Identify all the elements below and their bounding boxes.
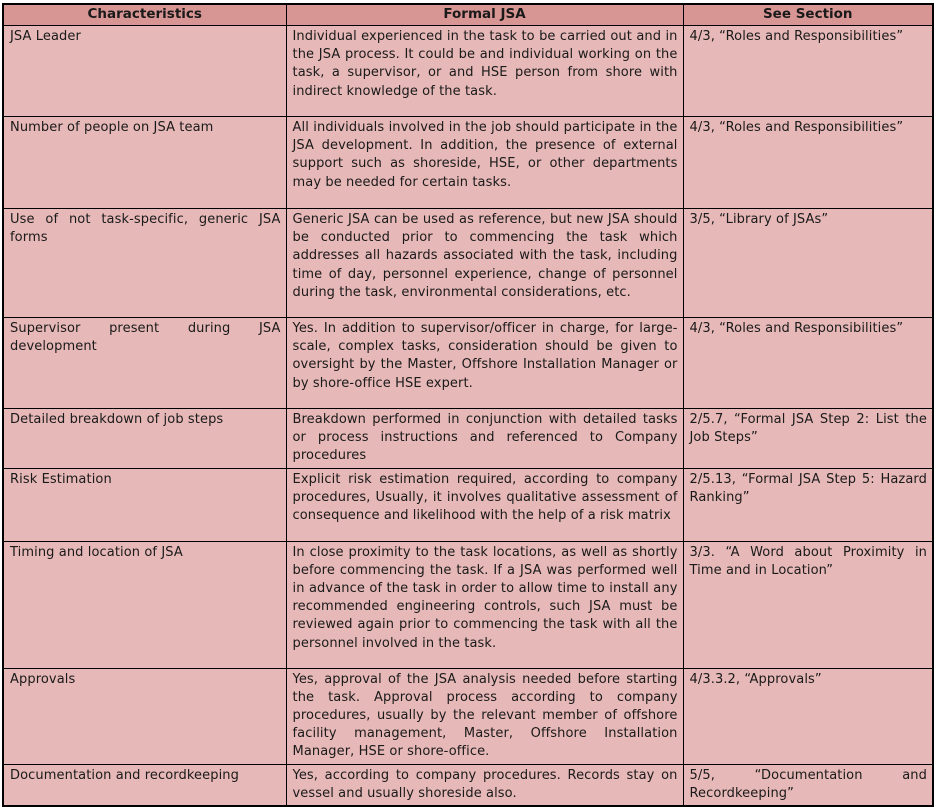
see-section-cell: 2/5.13, “Formal JSA Step 5: Hazard Ranking” xyxy=(683,468,933,541)
characteristic-cell: Supervisor present during JSA development xyxy=(3,318,286,409)
characteristic-cell: Number of people on JSA team xyxy=(3,117,286,209)
table-row xyxy=(3,668,933,764)
formal-jsa-cell: Breakdown performed in conjunction with detailed tasks or process instructions and referenced to Company procedures xyxy=(286,409,683,469)
jsa-comparison-table xyxy=(2,3,934,807)
table-body xyxy=(3,26,933,807)
column-header-see-section: See Section xyxy=(683,4,933,26)
column-header-formal-jsa: Formal JSA xyxy=(286,4,683,26)
table-row xyxy=(3,209,933,318)
characteristic-cell: Approvals xyxy=(3,668,286,764)
characteristic-cell: Timing and location of JSA xyxy=(3,541,286,668)
table-row xyxy=(3,764,933,806)
formal-jsa-cell: Yes. In addition to supervisor/officer in charge, for large-scale, complex tasks, consideration should be given to oversight by the Master, Offshore Installation Manager or by shore-office HSE expert. xyxy=(286,318,683,409)
see-section-cell: 4/3.3.2, “Approvals” xyxy=(683,668,933,764)
formal-jsa-cell: Yes, approval of the JSA analysis needed before starting the task. Approval process according to company procedures, usually by the relevant member of offshore facility management, Master, Offshore Installation Manager, HSE or shore-office. xyxy=(286,668,683,764)
characteristic-cell: Use of not task-specific, generic JSA forms xyxy=(3,209,286,318)
formal-jsa-cell: In close proximity to the task locations, as well as shortly before commencing the task. If a JSA was performed well in advance of the task in order to allow time to install any recommended engineering controls, such JSA must be reviewed again prior to commencing the task with all the personnel involved in the task. xyxy=(286,541,683,668)
table-row xyxy=(3,541,933,668)
column-header-characteristics: Characteristics xyxy=(3,4,286,26)
table-row xyxy=(3,468,933,541)
see-section-cell: 5/5, “Documentation and Recordkeeping” xyxy=(683,764,933,806)
see-section-cell: 3/5, “Library of JSAs” xyxy=(683,209,933,318)
formal-jsa-cell: Generic JSA can be used as reference, but new JSA should be conducted prior to commencing the task which addresses all hazards associated with the task, including time of day, personnel experience, change of personnel during the task, environmental considerations, etc. xyxy=(286,209,683,318)
see-section-cell: 4/3, “Roles and Responsibilities” xyxy=(683,318,933,409)
table-row xyxy=(3,117,933,209)
see-section-cell: 4/3, “Roles and Responsibilities” xyxy=(683,117,933,209)
formal-jsa-cell: Individual experienced in the task to be carried out and in the JSA process. It could be and individual working on the task, a supervisor, or and HSE person from shore with indirect knowledge of the task. xyxy=(286,26,683,117)
table-header xyxy=(3,4,933,26)
see-section-cell: 3/3. “A Word about Proximity in Time and in Location” xyxy=(683,541,933,668)
characteristic-cell: JSA Leader xyxy=(3,26,286,117)
table-row xyxy=(3,409,933,469)
table-row xyxy=(3,26,933,117)
header-row xyxy=(3,4,933,26)
table-row xyxy=(3,318,933,409)
characteristic-cell: Risk Estimation xyxy=(3,468,286,541)
formal-jsa-cell: Yes, according to company procedures. Records stay on vessel and usually shoreside also. xyxy=(286,764,683,806)
characteristic-cell: Detailed breakdown of job steps xyxy=(3,409,286,469)
characteristic-cell: Documentation and recordkeeping xyxy=(3,764,286,806)
see-section-cell: 2/5.7, “Formal JSA Step 2: List the Job Steps” xyxy=(683,409,933,469)
formal-jsa-cell: All individuals involved in the job should participate in the JSA development. In addition, the presence of external support such as shoreside, HSE, or other departments may be needed for certain tasks. xyxy=(286,117,683,209)
see-section-cell: 4/3, “Roles and Responsibilities” xyxy=(683,26,933,117)
formal-jsa-cell: Explicit risk estimation required, according to company procedures, Usually, it involves qualitative assessment of consequence and likelihood with the help of a risk matrix xyxy=(286,468,683,541)
